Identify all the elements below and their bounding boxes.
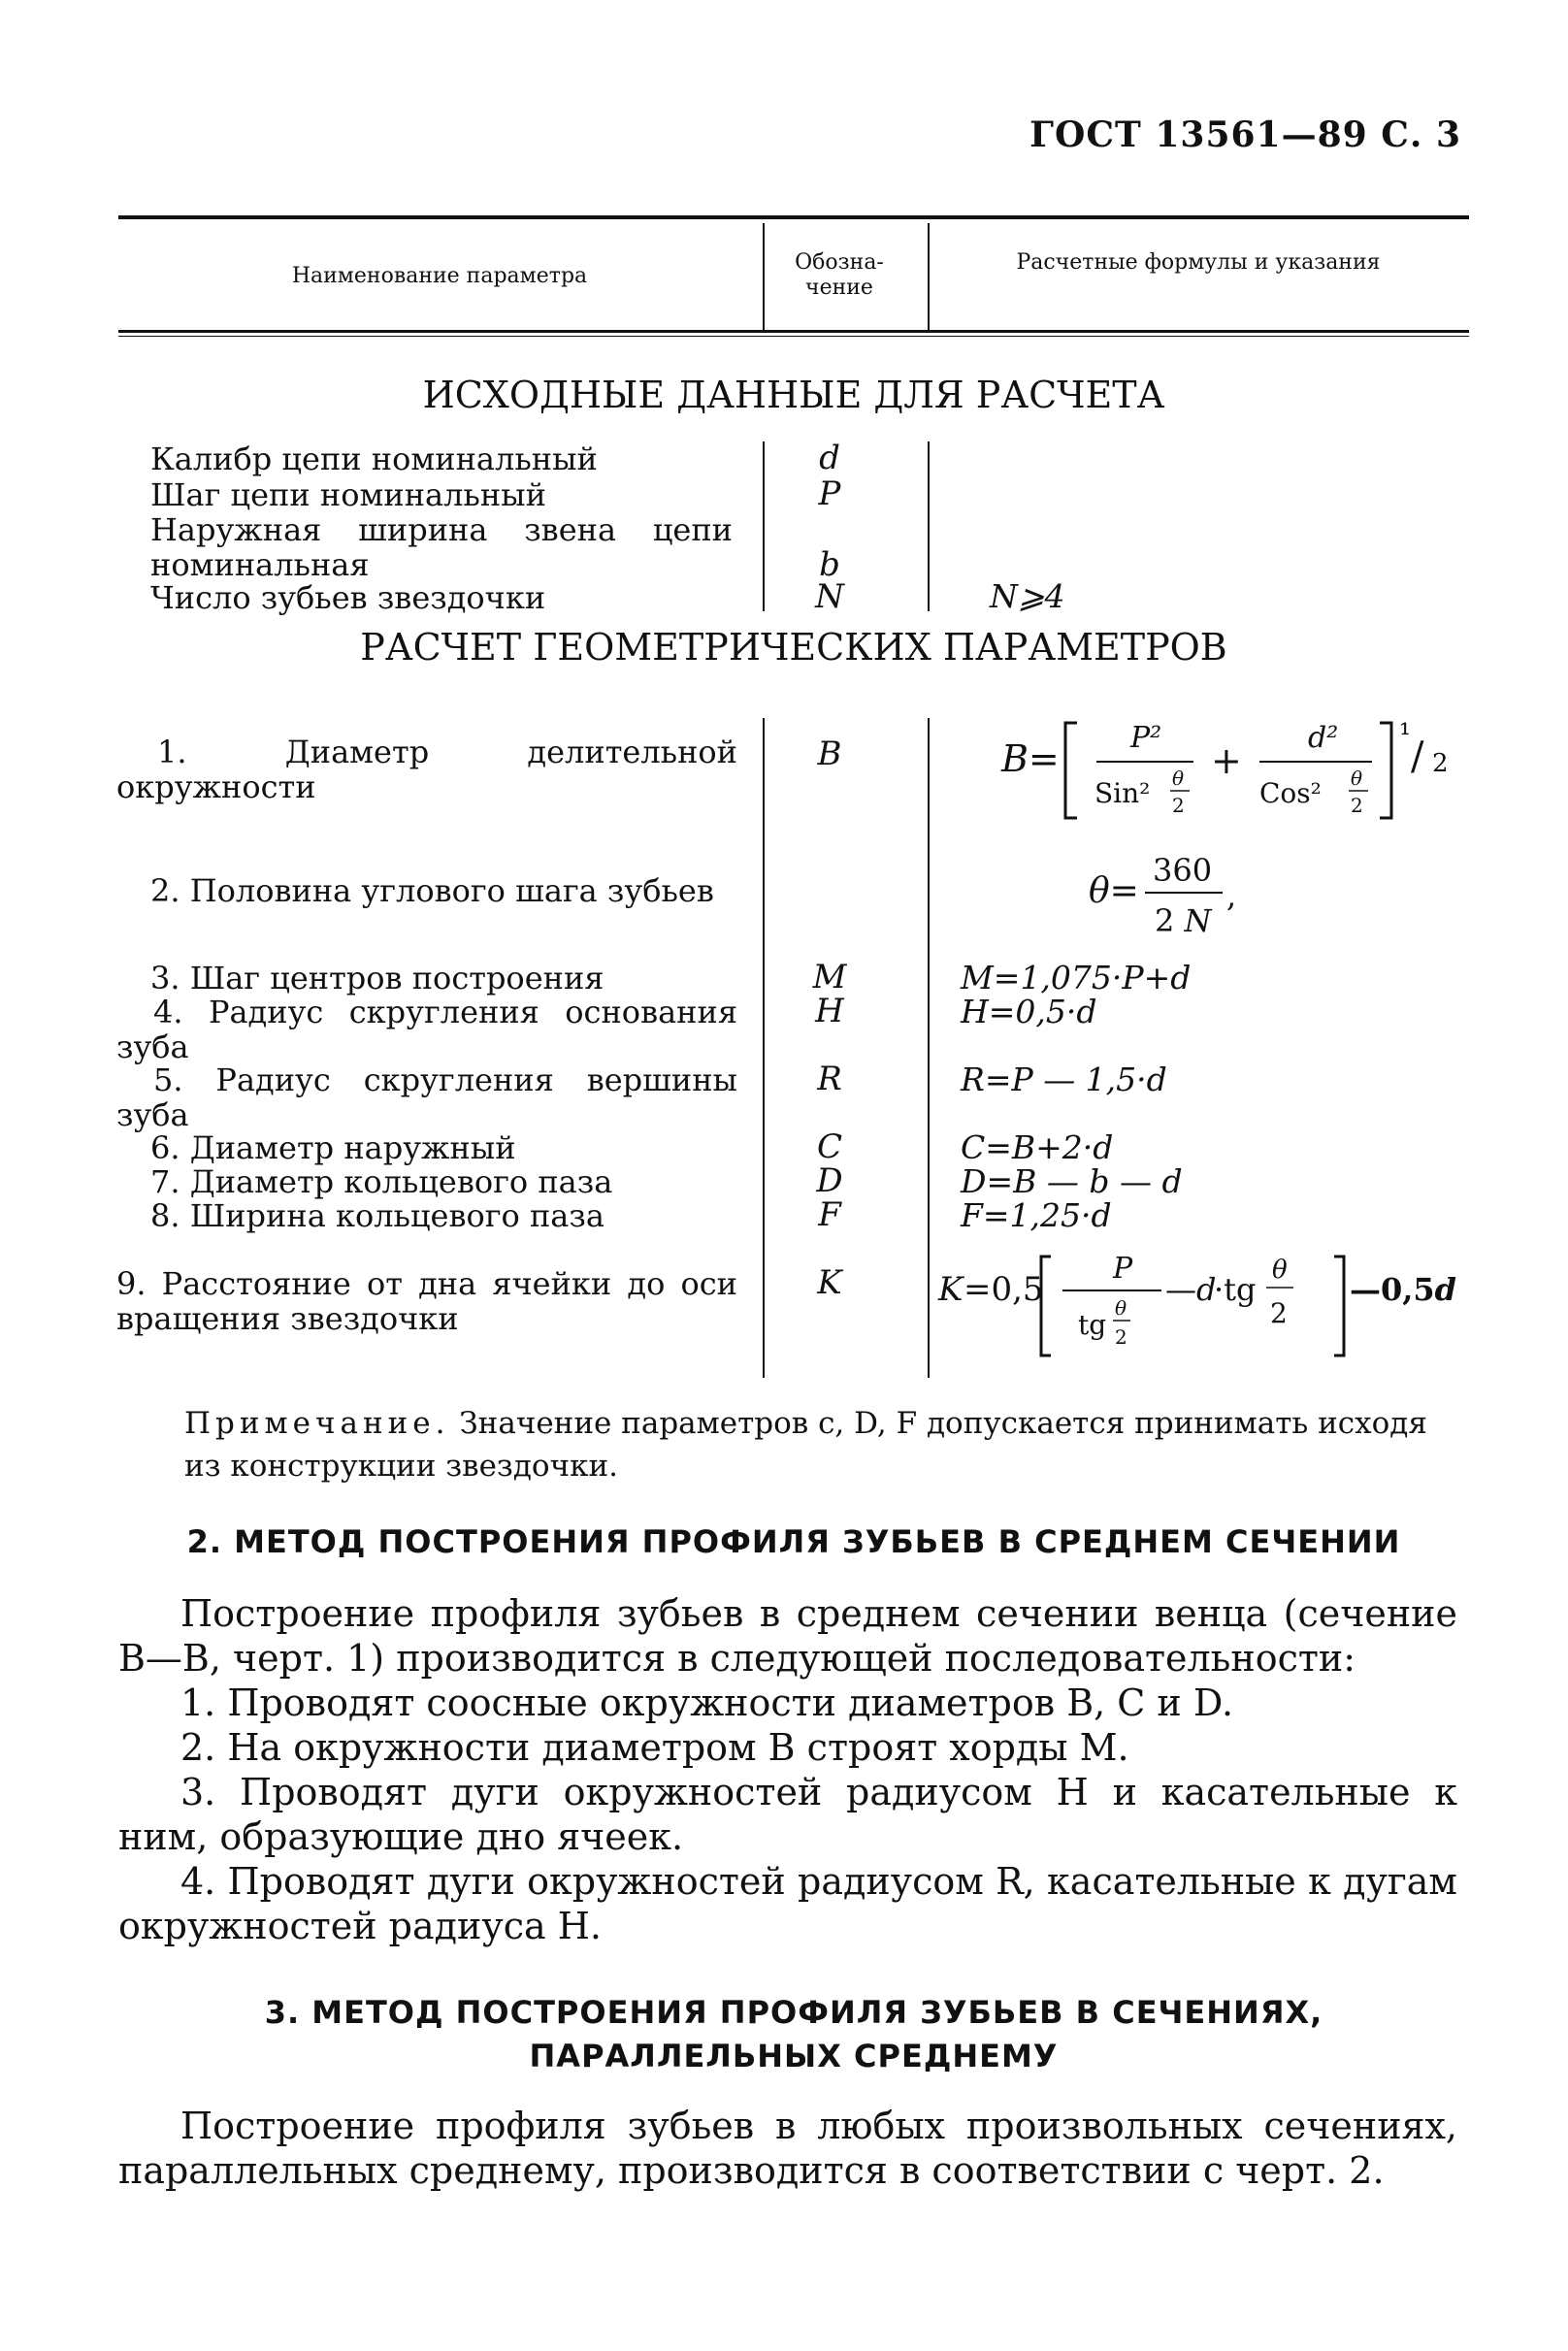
svg-text:θ: θ bbox=[1115, 1296, 1127, 1320]
section-2-title: 2. МЕТОД ПОСТРОЕНИЯ ПРОФИЛЯ ЗУБЬЕВ В СРЕДНЕМ СЕЧЕНИИ bbox=[186, 1523, 1401, 1560]
calc-symbol-h: H bbox=[815, 992, 844, 1030]
calc-name-r: 5. Радиус скругления вершины зуба bbox=[116, 1061, 737, 1133]
svg-text:=0,5: =0,5 bbox=[964, 1270, 1044, 1309]
col-header-formula: Расчетные формулы и указания bbox=[1016, 250, 1381, 275]
svg-text:2 N: 2 N bbox=[1155, 902, 1212, 939]
section-3-title-line1: 3. МЕТОД ПОСТРОЕНИЯ ПРОФИЛЯ ЗУБЬЕВ В СЕЧЕНИЯХ, bbox=[264, 1994, 1323, 2031]
calc-symbol-m: M bbox=[812, 958, 847, 996]
calc-symbol-d: D bbox=[816, 1161, 843, 1200]
svg-text:Sin²: Sin² bbox=[1094, 777, 1151, 809]
section-2-step-1: 1. Проводят соосные окружности диаметров B, C и D. bbox=[180, 1682, 1234, 1724]
section-2-intro: Построение профиля зубьев в среднем сечении венца (сечение B—B, черт. 1) производится в следующей последовательности: bbox=[118, 1592, 1457, 1680]
section-3-text: Построение профиля зубьев в любых произвольных сечениях, параллельных среднему, производится в соответствии с черт. 2. bbox=[118, 2105, 1457, 2192]
header-divider-2 bbox=[928, 223, 930, 330]
calc-formula-c: C=B+2·d bbox=[961, 1128, 1114, 1166]
input-name-d: Калибр цепи номинальный bbox=[150, 441, 598, 477]
input-name-p: Шаг цепи номинальный bbox=[150, 476, 546, 513]
input-symbol-p: P bbox=[818, 474, 841, 513]
svg-text:2: 2 bbox=[1172, 794, 1185, 817]
svg-text:θ=: θ= bbox=[1089, 871, 1139, 911]
input-name-n: Число зубьев звездочки bbox=[150, 579, 546, 616]
header-divider-1 bbox=[763, 223, 765, 330]
formula-k bbox=[936, 1237, 1480, 1363]
section-title-calc: РАСЧЕТ ГЕОМЕТРИЧЕСКИХ ПАРАМЕТРОВ bbox=[360, 626, 1227, 669]
formula-b bbox=[999, 703, 1465, 830]
svg-text:/: / bbox=[1411, 735, 1424, 779]
calc-name-c: 6. Диаметр наружный bbox=[150, 1129, 516, 1166]
page-header: ГОСТ 13561—89 С. 3 bbox=[1029, 114, 1461, 155]
svg-text:K: K bbox=[938, 1270, 964, 1309]
svg-text:2: 2 bbox=[1270, 1297, 1288, 1329]
svg-text:¹: ¹ bbox=[1399, 718, 1412, 752]
calc-symbol-b: B bbox=[817, 735, 842, 773]
col-header-symbol: Обозна-чение bbox=[795, 250, 884, 300]
calc-formula-d: D=B — b — d bbox=[961, 1162, 1183, 1200]
svg-text:Cos²: Cos² bbox=[1259, 777, 1322, 809]
calc-divider-1 bbox=[763, 718, 765, 1378]
section-2-step-4: 4. Проводят дуги окружностей радиусом R, касательные к дугам окружностей радиуса H. bbox=[118, 1860, 1457, 1947]
calc-name-theta: 2. Половина углового шага зубьев bbox=[150, 872, 714, 909]
svg-text:·tg: ·tg bbox=[1214, 1271, 1257, 1308]
svg-text:d²: d² bbox=[1308, 721, 1339, 755]
svg-text:P²: P² bbox=[1130, 721, 1162, 755]
table-top-rule bbox=[118, 215, 1469, 219]
svg-text:P: P bbox=[1113, 1252, 1133, 1286]
input-divider-1 bbox=[763, 441, 765, 611]
section-2-step-3: 3. Проводят дуги окружностей радиусом H и касательные к ним, образующие дно ячеек. bbox=[118, 1771, 1457, 1858]
svg-text:+: + bbox=[1211, 739, 1242, 782]
note-label: Примечание. bbox=[184, 1406, 450, 1441]
section-title-input: ИСХОДНЫЕ ДАННЫЕ ДЛЯ РАСЧЕТА bbox=[422, 374, 1165, 416]
calc-formula-f: F=1,25·d bbox=[961, 1196, 1112, 1234]
svg-text:2: 2 bbox=[1432, 749, 1449, 778]
svg-text:B=: B= bbox=[1001, 737, 1060, 780]
calc-divider-2 bbox=[928, 718, 930, 1378]
svg-text:360: 360 bbox=[1153, 852, 1213, 889]
calc-name-f: 8. Ширина кольцевого паза bbox=[150, 1197, 604, 1234]
calc-name-b: 1. Диаметр делительной окружности bbox=[116, 734, 737, 805]
section-2-step-2: 2. На окружности диаметром B строят хорды M. bbox=[180, 1726, 1129, 1769]
calc-formula-h: H=0,5·d bbox=[961, 993, 1097, 1030]
input-symbol-d: d bbox=[819, 439, 840, 477]
input-divider-2 bbox=[928, 441, 930, 611]
input-symbol-b: b bbox=[819, 545, 840, 584]
calc-formula-m: M=1,075·P+d bbox=[961, 959, 1192, 996]
calc-name-d: 7. Диаметр кольцевого паза bbox=[150, 1163, 613, 1200]
note-text: Значение параметров c, D, F допускается принимать исходя из конструкции звездочки. bbox=[184, 1406, 1427, 1484]
input-symbol-n: N bbox=[815, 577, 844, 616]
input-formula-n: N⩾4 bbox=[990, 577, 1065, 615]
calc-symbol-f: F bbox=[818, 1195, 841, 1234]
svg-text:—0,5d: —0,5d bbox=[1350, 1271, 1457, 1308]
svg-text:d: d bbox=[1196, 1271, 1217, 1308]
svg-text:tg: tg bbox=[1078, 1309, 1107, 1341]
svg-text:θ: θ bbox=[1351, 767, 1363, 790]
section-3-title-line2: ПАРАЛЛЕЛЬНЫХ СРЕДНЕМУ bbox=[529, 2038, 1059, 2074]
svg-text:2: 2 bbox=[1115, 1325, 1127, 1349]
calc-symbol-k: K bbox=[817, 1263, 842, 1302]
svg-text:2: 2 bbox=[1351, 794, 1363, 817]
calc-name-m: 3. Шаг центров построения bbox=[150, 960, 604, 996]
svg-text:θ: θ bbox=[1272, 1256, 1288, 1285]
svg-text:,: , bbox=[1226, 877, 1237, 914]
svg-text:—: — bbox=[1165, 1271, 1196, 1308]
input-name-b: Наружная ширина звена цепи номинальная bbox=[150, 511, 733, 583]
calc-symbol-c: C bbox=[816, 1127, 842, 1166]
calc-name-k: 9. Расстояние от дна ячейки до оси вращения звездочки bbox=[116, 1265, 737, 1337]
calc-symbol-r: R bbox=[817, 1060, 842, 1098]
formula-theta bbox=[1087, 842, 1339, 939]
calc-name-h: 4. Радиус скругления основания зуба bbox=[116, 994, 737, 1065]
table-note bbox=[184, 1402, 1465, 1487]
calc-formula-r: R=P — 1,5·d bbox=[961, 1061, 1167, 1098]
svg-text:θ: θ bbox=[1172, 767, 1185, 790]
table-header-rule-2 bbox=[118, 336, 1469, 337]
table-header-rule bbox=[118, 330, 1469, 333]
col-header-name: Наименование параметра bbox=[291, 264, 588, 288]
